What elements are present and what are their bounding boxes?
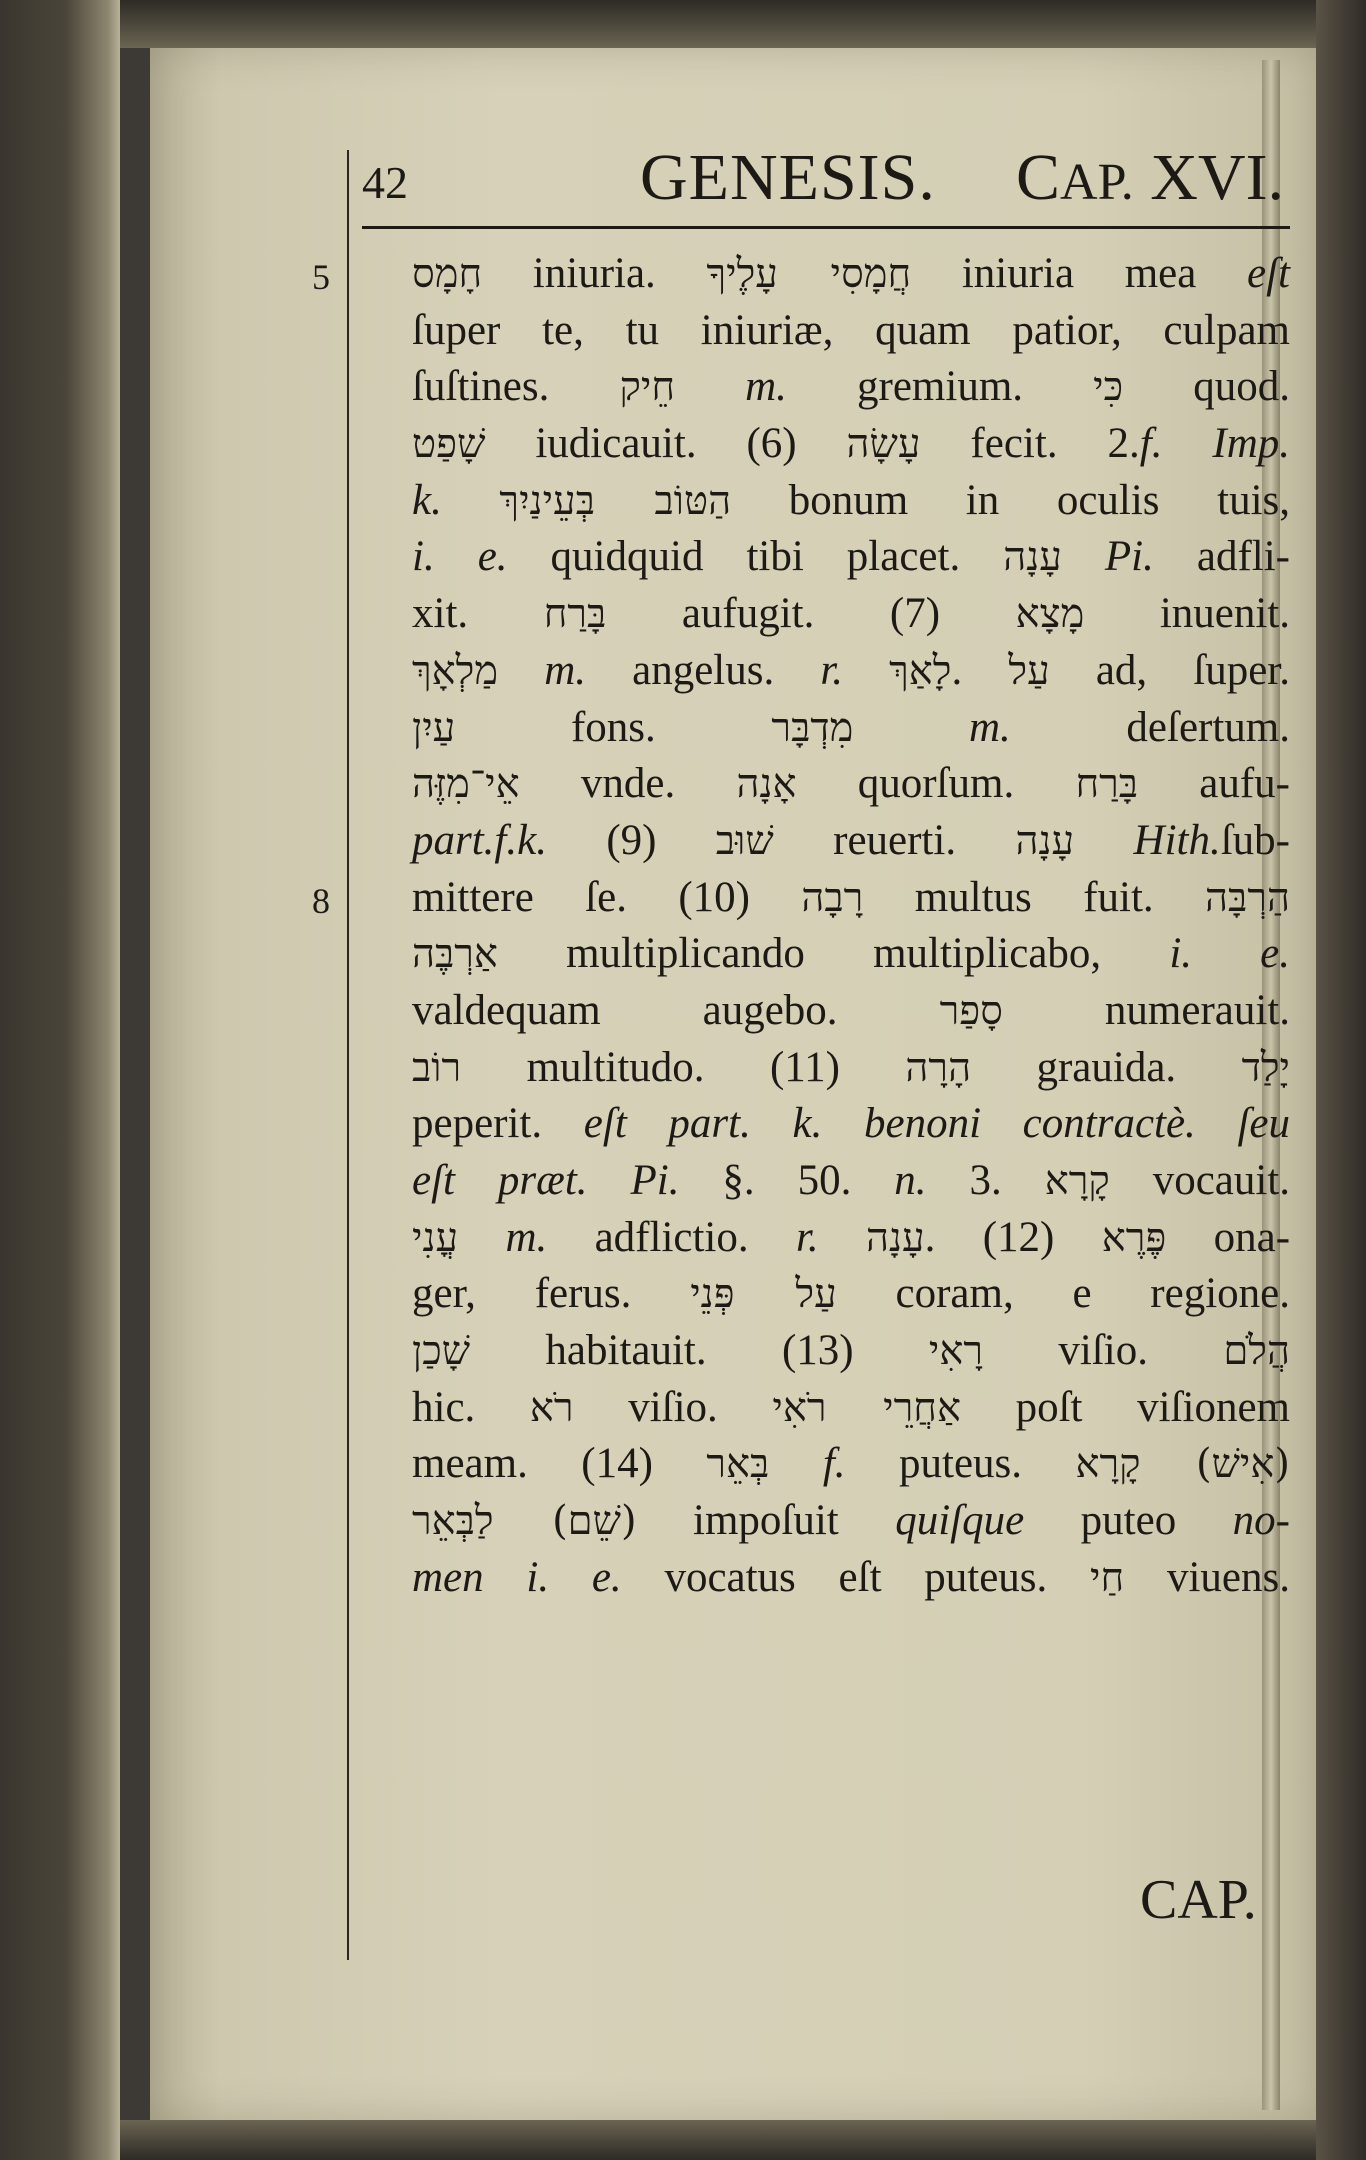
hebrew-term: אֵי־מִזֶּה: [412, 761, 520, 808]
latin-gloss: iudicauit. (6): [485, 420, 847, 468]
hebrew-term: עַל: [1008, 647, 1050, 694]
latin-gloss: quod.: [1123, 363, 1291, 411]
header-rule: [362, 226, 1290, 229]
latin-gloss: viuens.: [1124, 1553, 1290, 1601]
latin-gloss: multus fuit.: [863, 873, 1206, 921]
latin-gloss: men i. e.: [412, 1553, 622, 1601]
latin-gloss: m.: [968, 703, 1011, 751]
text-line: [412, 700, 1290, 757]
verse-marker-5: 5: [312, 257, 330, 297]
latin-gloss: puteo: [1024, 1497, 1233, 1545]
latin-gloss: f.: [1139, 420, 1163, 468]
text-line: [412, 643, 1290, 700]
hebrew-term: רֹא: [529, 1384, 574, 1431]
latin-gloss: adflictio.: [547, 1213, 796, 1261]
latin-gloss: peperit.: [412, 1100, 584, 1148]
latin-gloss: quiſque: [895, 1497, 1025, 1545]
latin-gloss: r.: [820, 646, 844, 694]
hebrew-term: עָנָה: [1003, 534, 1062, 581]
latin-gloss: iniuria mea: [911, 250, 1248, 297]
hebrew-term: הֲלֹם: [1223, 1328, 1290, 1375]
latin-gloss: m.: [544, 646, 586, 694]
hebrew-term: מִדְבָּר: [771, 704, 854, 751]
hebrew-term: עַל פְּנֵי: [690, 1271, 837, 1318]
hebrew-term: בְּאֵר: [706, 1441, 770, 1488]
latin-gloss: meam. (14): [412, 1440, 707, 1488]
latin-gloss: ona-: [1166, 1213, 1291, 1261]
scan-background-left: [0, 0, 120, 2160]
latin-gloss: eſt part. k. benoni contractè. ſeu: [583, 1100, 1290, 1148]
latin-gloss: vocatus eſt puteus.: [621, 1553, 1091, 1601]
page-number: 42: [362, 157, 408, 208]
hebrew-term: אַרְבֶּה: [412, 931, 498, 978]
text-line: [412, 359, 1290, 416]
latin-gloss: xit.: [412, 590, 544, 638]
verse-marker-8: 8: [312, 881, 330, 921]
text-line: [412, 1550, 1290, 1607]
chapter-abbrev: AP.: [1060, 154, 1134, 211]
hebrew-term: עָנָה: [1015, 817, 1075, 864]
text-line: [412, 586, 1290, 643]
text-line: [412, 1153, 1290, 1210]
latin-gloss: grauida.: [971, 1043, 1242, 1091]
hebrew-term: (אִישׁ) קָרָא: [1075, 1441, 1291, 1488]
latin-gloss: angelus.: [586, 646, 821, 694]
latin-gloss: hic.: [412, 1383, 530, 1431]
text-line: [412, 416, 1290, 473]
latin-gloss: m.: [745, 363, 787, 411]
hebrew-term: הַטּוֹב בְּעֵינַיִךְ: [499, 477, 732, 524]
page-header: [362, 140, 1292, 220]
text-line: [412, 1380, 1290, 1437]
hebrew-term: הָרָה: [905, 1044, 972, 1091]
latin-gloss: i. e.: [1169, 930, 1290, 978]
latin-gloss: gremium.: [786, 363, 1094, 411]
latin-gloss: [819, 1214, 866, 1261]
margin-rule: [347, 150, 349, 1960]
latin-gloss: reuerti.: [773, 816, 1016, 864]
latin-gloss: Pi.: [1104, 533, 1154, 581]
latin-gloss: [675, 363, 745, 410]
hebrew-term: חָמָס: [412, 251, 483, 297]
latin-gloss: k.: [412, 476, 442, 524]
hebrew-term: עָנָה: [866, 1214, 925, 1261]
hebrew-term: בָּרַח: [1075, 761, 1139, 808]
latin-gloss: deſertum.: [1010, 703, 1290, 751]
hebrew-term: עֳנִי: [412, 1214, 459, 1261]
latin-gloss: habitauit. (13): [470, 1327, 929, 1375]
text-line: [412, 1210, 1290, 1267]
latin-gloss: multitudo. (11): [461, 1043, 906, 1091]
latin-gloss: bonum in oculis tuis,: [731, 476, 1290, 524]
latin-gloss: viſio.: [983, 1327, 1224, 1375]
latin-gloss: . (12): [924, 1213, 1102, 1261]
running-title: GENESIS.: [640, 141, 936, 214]
latin-gloss: part.f.k.: [412, 816, 547, 864]
latin-gloss: [442, 477, 500, 524]
latin-gloss: coram, e regione.: [836, 1270, 1290, 1318]
latin-gloss: multiplicando multiplicabo,: [497, 930, 1170, 978]
hebrew-term: כִּי: [1093, 364, 1124, 411]
latin-gloss: vnde.: [519, 760, 737, 808]
hebrew-term: בָּרַח: [543, 591, 607, 638]
hebrew-term: שׁוּב: [715, 817, 774, 864]
hebrew-term: רוֹב: [412, 1044, 462, 1091]
text-line: [412, 1436, 1290, 1493]
chapter-number: XVI.: [1150, 141, 1285, 214]
hebrew-term: (שֵׁם) לַבְּאֵר: [412, 1498, 637, 1545]
hebrew-term: עַיִן: [412, 704, 456, 751]
latin-gloss: [458, 1214, 505, 1261]
text-line: [412, 1096, 1290, 1153]
latin-gloss: eſt præt. Pi.: [412, 1157, 680, 1204]
latin-gloss: ſuper te, tu iniuriæ, quam patior, culpam: [412, 306, 1290, 354]
latin-gloss: Imp.: [1212, 420, 1290, 468]
text-line: [412, 473, 1290, 530]
latin-gloss: inuenit.: [1084, 590, 1290, 638]
latin-gloss: [498, 647, 544, 694]
text-line: [412, 246, 1290, 303]
catchword: CAP.: [1140, 1869, 1257, 1931]
latin-gloss: quidquid tibi placet.: [507, 533, 1004, 581]
latin-gloss: ſub-: [1220, 816, 1290, 864]
chapter-prefix: C: [1016, 141, 1061, 214]
latin-gloss: aufugit. (7): [606, 590, 1016, 638]
hebrew-term: רָאִי: [928, 1328, 984, 1375]
text-line: [412, 1323, 1290, 1380]
latin-gloss: fecit. 2.: [920, 420, 1140, 468]
hebrew-term: מָצָא: [1015, 591, 1085, 638]
latin-gloss: impoſuit: [636, 1497, 896, 1545]
hebrew-term: חֲמָסִי עָלֶיךָ: [706, 251, 912, 297]
chapter-label: [1016, 140, 1284, 216]
text-line: [412, 529, 1290, 586]
hebrew-term: סָפַר: [939, 987, 1003, 1034]
latin-gloss: [769, 1440, 822, 1487]
hebrew-term: שָׁכַן: [412, 1328, 471, 1375]
latin-gloss: (9): [546, 816, 716, 864]
latin-gloss: fons.: [455, 703, 772, 751]
hebrew-term: יָלַד: [1241, 1044, 1291, 1091]
latin-gloss: i. e.: [412, 533, 508, 581]
text-line: [412, 756, 1290, 813]
text-line: [412, 303, 1290, 360]
text-line: [412, 1493, 1290, 1550]
hebrew-term: מַלְאָךְ: [412, 647, 499, 694]
latin-gloss: adfli-: [1153, 533, 1290, 581]
text-line: [412, 870, 1290, 927]
latin-gloss: r.: [795, 1213, 819, 1261]
latin-gloss: n.: [894, 1157, 927, 1204]
latin-gloss: [853, 704, 969, 751]
latin-gloss: iniuria.: [482, 250, 707, 297]
latin-gloss: m.: [505, 1213, 548, 1261]
hebrew-term: חַי: [1090, 1554, 1125, 1601]
latin-gloss: ſuſtines.: [412, 363, 620, 411]
hebrew-term: פֶּרֶא: [1101, 1214, 1167, 1261]
scan-background-right: [1316, 0, 1366, 2160]
latin-gloss: f.: [822, 1440, 846, 1488]
latin-gloss: puteus.: [845, 1440, 1076, 1488]
hebrew-term: חֵיק: [619, 364, 676, 411]
scan-background-top: [120, 0, 1316, 48]
glossary-text: [412, 246, 1290, 1607]
hebrew-term: רָבָה: [801, 874, 864, 921]
latin-gloss: numerauit.: [1002, 986, 1290, 1034]
latin-gloss: 3.: [926, 1157, 1045, 1204]
hebrew-term: אָנָה: [736, 761, 797, 808]
latin-gloss: .: [951, 646, 1009, 694]
latin-gloss: mittere ſe. (10): [412, 873, 802, 921]
hebrew-term: שָׁפַט: [412, 421, 486, 468]
latin-gloss: eſt: [1247, 250, 1290, 297]
latin-gloss: viſio.: [573, 1383, 773, 1431]
latin-gloss: quorſum.: [796, 760, 1076, 808]
latin-gloss: [1062, 533, 1105, 580]
latin-gloss: [1074, 817, 1133, 864]
hebrew-term: אַחֲרֵי רֹאִי: [772, 1384, 961, 1431]
hebrew-term: לָאַךְ: [889, 647, 952, 694]
latin-gloss: valdequam augebo.: [412, 986, 940, 1034]
latin-gloss: [1162, 420, 1212, 467]
text-line: [412, 1266, 1290, 1323]
latin-gloss: poſt viſionem: [960, 1383, 1290, 1431]
latin-gloss: §. 50.: [679, 1157, 895, 1204]
latin-gloss: Hith.: [1133, 816, 1221, 864]
hebrew-term: הַרְבָּה: [1205, 874, 1290, 921]
latin-gloss: aufu-: [1138, 760, 1290, 808]
scan-background-bottom: [120, 2120, 1316, 2160]
latin-gloss: ger, ferus.: [412, 1270, 691, 1318]
text-line: [412, 813, 1290, 870]
hebrew-term: עָשָׂה: [846, 421, 921, 468]
latin-gloss: [843, 647, 889, 694]
text-line: [412, 983, 1290, 1040]
latin-gloss: vocauit.: [1109, 1157, 1291, 1204]
latin-gloss: no-: [1232, 1497, 1290, 1545]
latin-gloss: ad, ſuper.: [1049, 646, 1291, 694]
text-line: [412, 1040, 1290, 1097]
hebrew-term: קָרָא: [1044, 1158, 1110, 1204]
text-line: [412, 926, 1290, 983]
